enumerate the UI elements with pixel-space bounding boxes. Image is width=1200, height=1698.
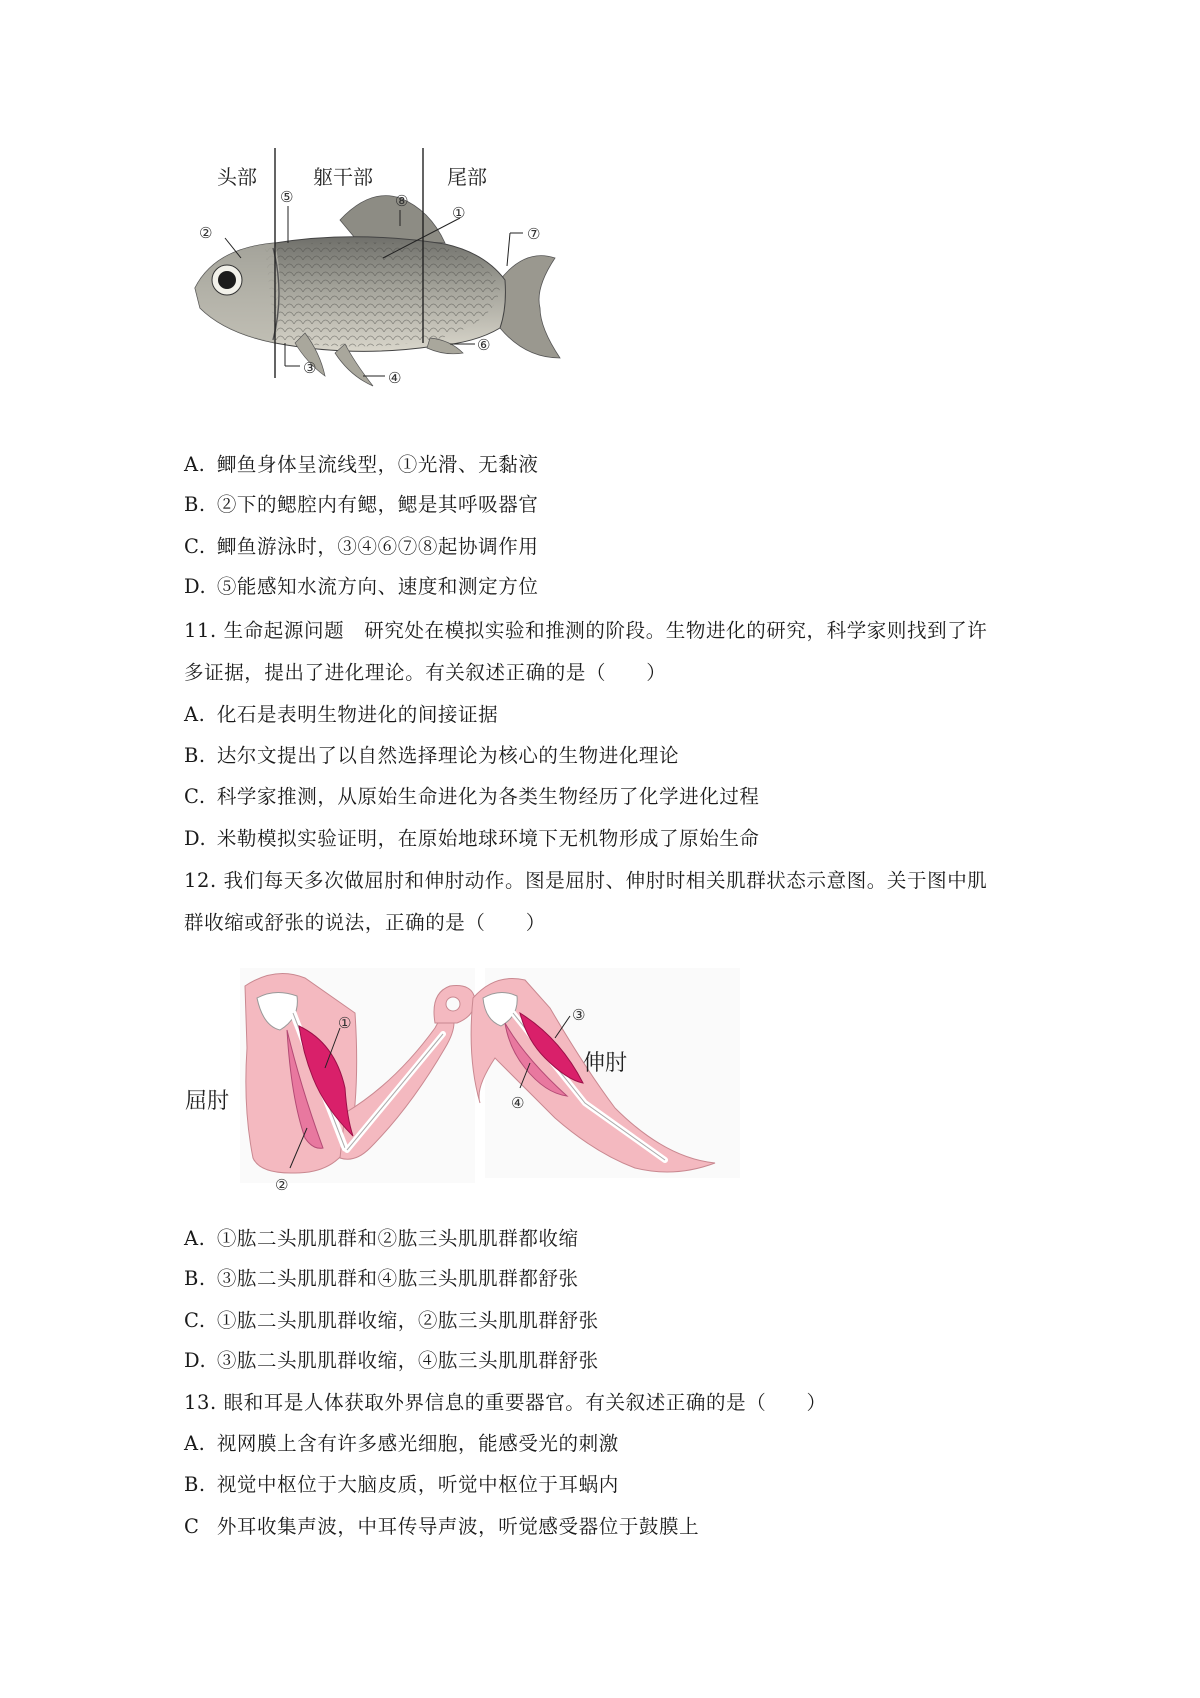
- fish-trunk-label: 躯干部: [313, 165, 373, 189]
- q11-stem-line1: 11. 生命起源问题 研究处在模拟实验和推测的阶段。生物进化的研究，科学家则找到了许: [184, 619, 988, 642]
- fish-marker-1: ①: [452, 204, 466, 222]
- q11-stem-line2: 多证据，提出了进化理论。有关叙述正确的是（ ）: [184, 661, 667, 684]
- arm-marker-4: ④: [511, 1094, 525, 1112]
- arm-marker-1: ①: [338, 1014, 352, 1032]
- q12-stem-line1: 12. 我们每天多次做屈肘和伸肘动作。图是屈肘、伸肘时相关肌群状态示意图。关于图中肌: [184, 869, 988, 892]
- fish-marker-7: ⑦: [527, 225, 541, 243]
- fish-tail-label: 尾部: [447, 165, 487, 189]
- q10-option-c: C. 鲫鱼游泳时，③④⑥⑦⑧起协调作用: [184, 535, 539, 558]
- q13-option-b: B. 视觉中枢位于大脑皮质，听觉中枢位于耳蜗内: [184, 1473, 619, 1496]
- q10-option-d: D. ⑤能感知水流方向、速度和测定方位: [184, 575, 539, 598]
- q10-option-a: A. 鲫鱼身体呈流线型，①光滑、无黏液: [184, 453, 539, 476]
- fish-head-label: 头部: [217, 165, 257, 189]
- q12-option-b: B. ③肱二头肌肌群和④肱三头肌肌群都舒张: [184, 1267, 579, 1290]
- q11-option-a: A. 化石是表明生物进化的间接证据: [184, 703, 499, 726]
- arm-marker-2: ②: [275, 1176, 289, 1194]
- q13-option-a: A. 视网膜上含有许多感光细胞，能感受光的刺激: [184, 1432, 619, 1455]
- arm-illustration: [185, 968, 740, 1194]
- q13-option-c: C 外耳收集声波，中耳传导声波，听觉感受器位于鼓膜上: [184, 1515, 700, 1538]
- q10-option-b: B. ②下的鳃腔内有鳃，鳃是其呼吸器官: [184, 493, 539, 516]
- q11-option-b: B. 达尔文提出了以自然选择理论为核心的生物进化理论: [184, 744, 680, 767]
- arm-marker-3: ③: [572, 1006, 586, 1024]
- q12-option-d: D. ③肱二头肌肌群收缩，④肱三头肌肌群舒张: [184, 1349, 599, 1372]
- flex-label: 屈肘: [185, 1089, 230, 1114]
- q11-option-c: C. 科学家推测，从原始生命进化为各类生物经历了化学进化过程: [184, 785, 760, 808]
- q11-option-d: D. 米勒模拟实验证明，在原始地球环境下无机物形成了原始生命: [184, 827, 760, 850]
- q12-option-a: A. ①肱二头肌肌群和②肱三头肌肌群都收缩: [184, 1227, 579, 1250]
- fish-marker-4: ④: [388, 369, 402, 387]
- fish-figure: [195, 148, 615, 428]
- extend-label: 伸肘: [583, 1051, 628, 1076]
- fish-marker-5: ⑤: [280, 188, 294, 206]
- arm-figure: [185, 968, 740, 1194]
- fish-illustration: [195, 148, 615, 428]
- q12-stem-line2: 群收缩或舒张的说法，正确的是（ ）: [184, 911, 546, 934]
- q12-option-c: C. ①肱二头肌肌群收缩，②肱三头肌肌群舒张: [184, 1309, 599, 1332]
- fish-marker-8: ⑧: [395, 192, 409, 210]
- q13-stem-line1: 13. 眼和耳是人体获取外界信息的重要器官。有关叙述正确的是（ ）: [184, 1391, 827, 1414]
- fish-marker-6: ⑥: [477, 336, 491, 354]
- fish-marker-2: ②: [199, 224, 213, 242]
- fish-marker-3: ③: [303, 359, 317, 377]
